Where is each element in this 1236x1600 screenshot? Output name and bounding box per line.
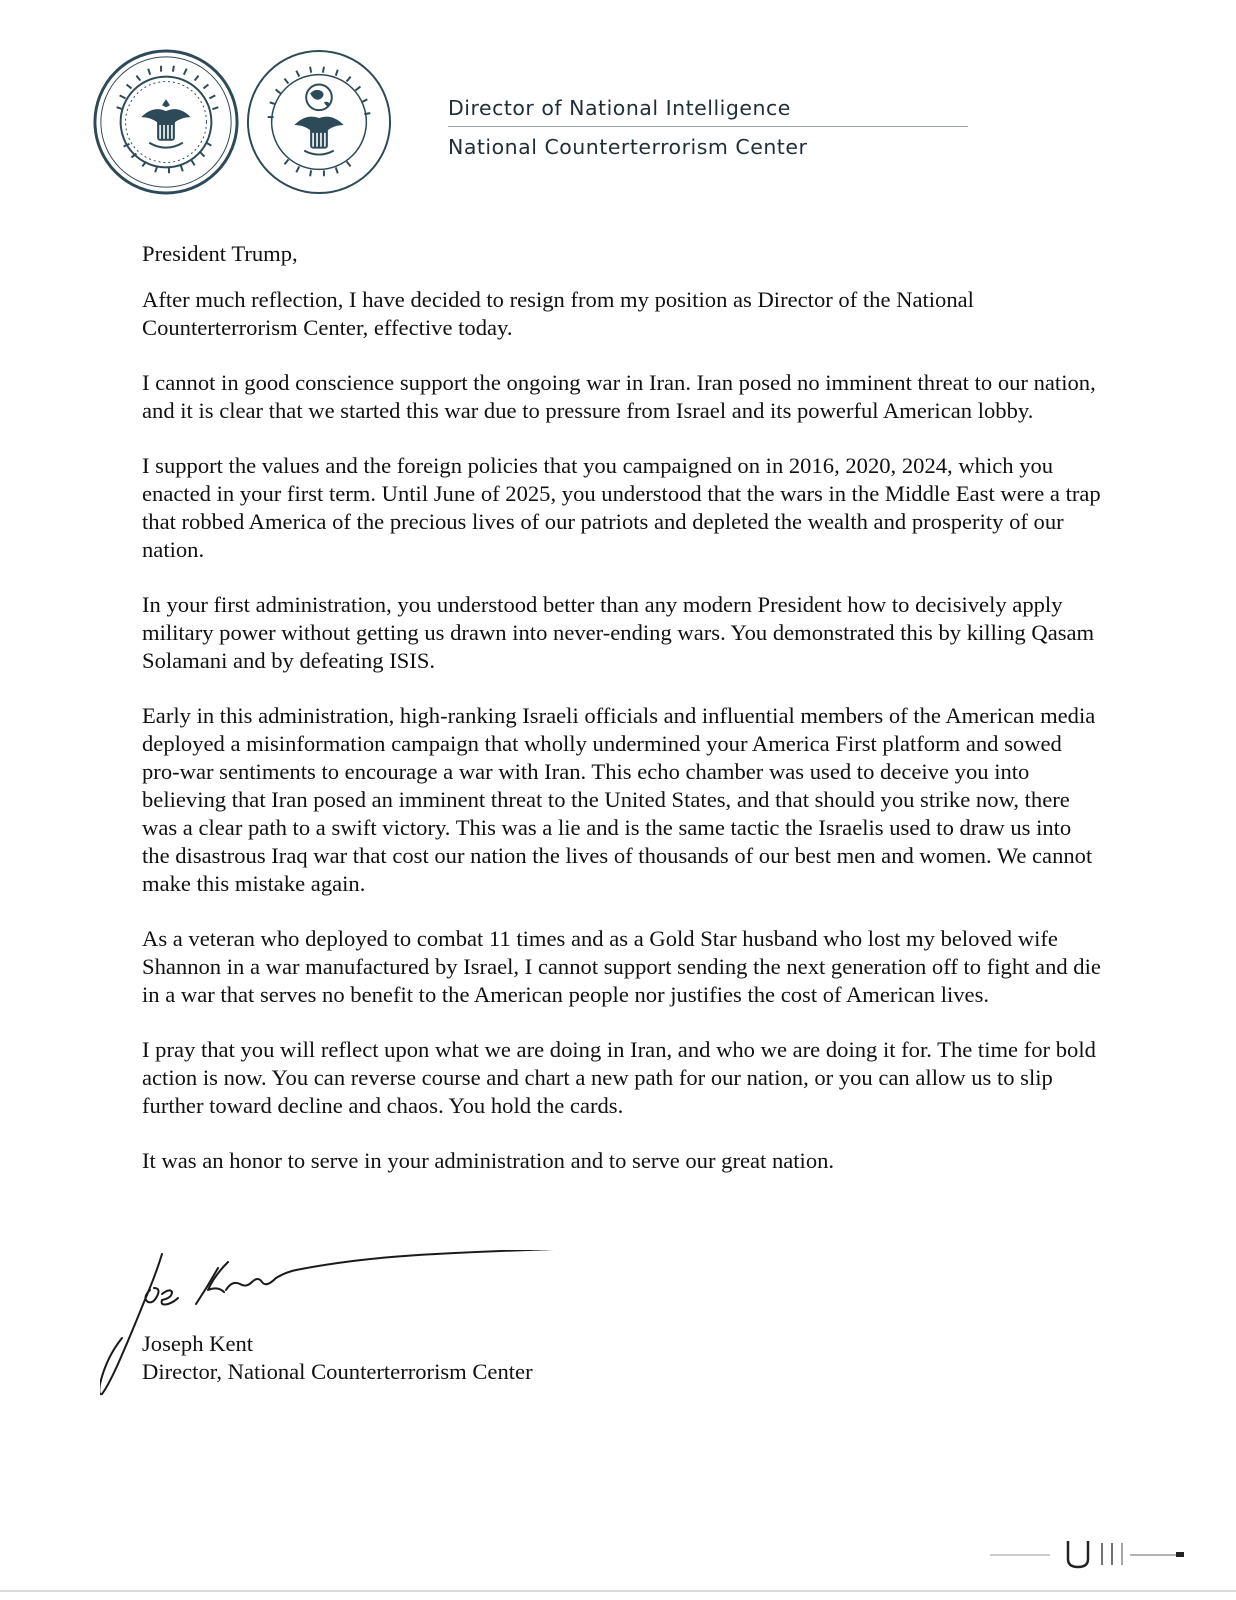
paragraph-conscience: I cannot in good conscience support the ongoing war in Iran. Iran posed no imminent threat to our nation, and it is clear that we started this war due to pressure from Israel and its powerful American lobby.	[142, 370, 1096, 423]
signature-block	[142, 1330, 533, 1386]
page-bottom-edge	[0, 1590, 1236, 1592]
paragraph-prayer: I pray that you will reflect upon what we are doing in Iran, and who we are doing it for. The time for bold action is now. You can reverse course and chart a new path for our nation, or you can allow us to slip further toward decline and chaos. You hold the cards.	[142, 1037, 1096, 1118]
odni-seal	[92, 48, 240, 196]
nctc-seal	[245, 48, 393, 196]
paragraph-honor: It was an honor to serve in your administration and to serve our great nation.	[142, 1148, 835, 1173]
paragraph-values: I support the values and the foreign policies that you campaigned on in 2016, 2020, 2024, which you enacted in your first term. Until June of 2025, you understood that the wars in the Middle East were a trap that robbed America of the precious lives of our patriots and depleted the wealth and prosperity of our nation.	[142, 453, 1101, 562]
paragraph-first-administration: In your first administration, you understood better than any modern President how to decisively apply military power without getting us drawn into never-ending wars. You demonstrated this by killing Qasam Solamani and by defeating ISIS.	[142, 592, 1095, 673]
signer-name: Joseph Kent	[142, 1331, 254, 1356]
letter-body	[142, 240, 1102, 1202]
paragraph-veteran: As a veteran who deployed to combat 11 times and as a Gold Star husband who lost my beloved wife Shannon in a war manufactured by Israel, I cannot support sending the next generation off to fight and die in a war that serves no benefit to the American people nor justifies the cost of American lives.	[142, 926, 1101, 1007]
salutation: President Trump,	[142, 241, 298, 266]
paragraph-resignation: After much reflection, I have decided to resign from my position as Director of the National Counterterrorism Center, effective today.	[142, 287, 974, 340]
scan-artifact	[980, 1535, 1190, 1575]
paragraph-misinformation: Early in this administration, high-ranking Israeli officials and influential members of the American media deployed a misinformation campaign that wholly undermined your America First platform and sowed pro-war sentiments to encourage a war with Iran. This echo chamber was used to deceive you into believing that Iran posed an imminent threat to the United States, and that should you strike now, there was a clear path to a swift victory. This was a lie and is the same tactic the Israelis used to draw us into the disastrous Iraq war that cost our nation the lives of thousands of our best men and women. We cannot make this mistake again.	[142, 703, 1096, 896]
signer-title: Director, National Counterterrorism Center	[142, 1359, 533, 1384]
letterhead-line-nctc: National Counterterrorism Center	[448, 135, 808, 159]
letterhead-line-dni: Director of National Intelligence	[448, 96, 968, 127]
letterhead	[448, 96, 968, 159]
